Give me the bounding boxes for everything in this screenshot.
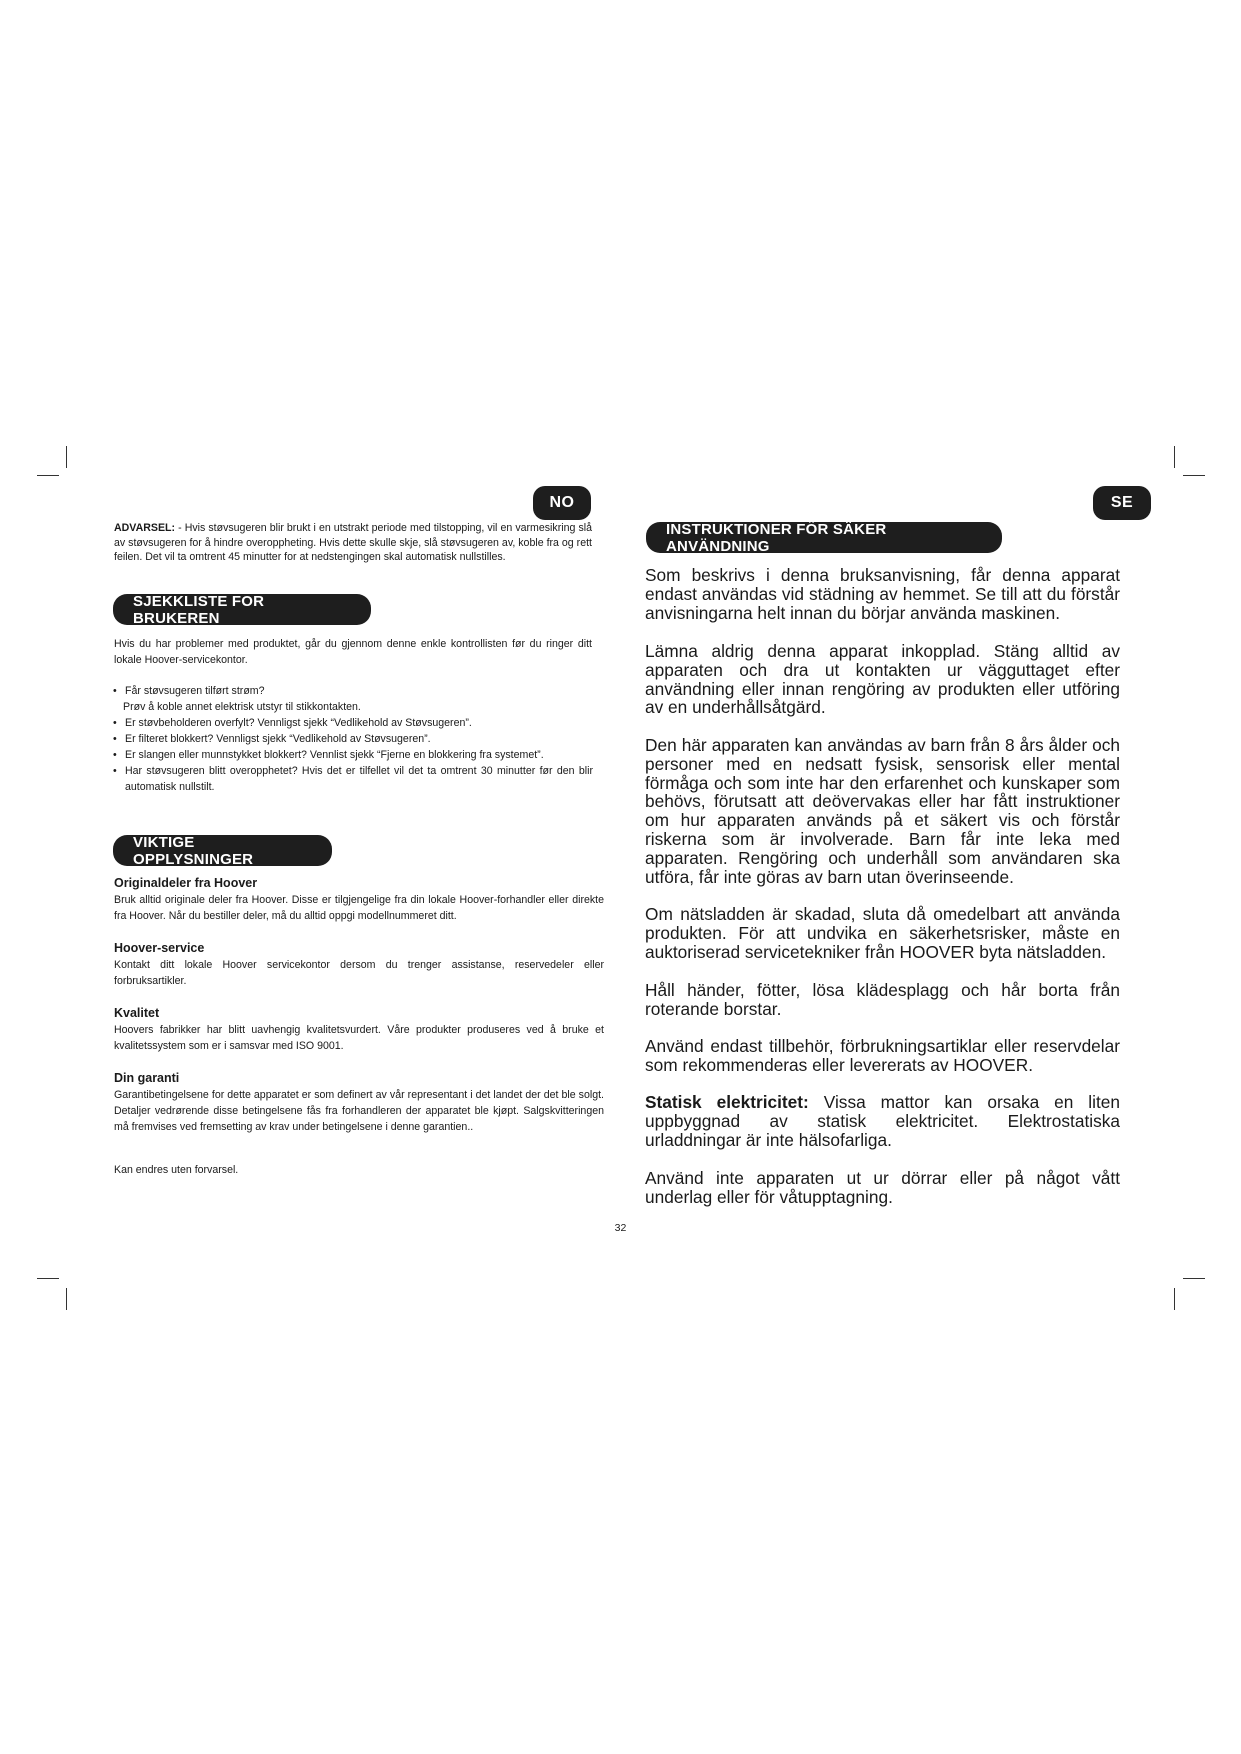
info-block-quality — [114, 1005, 604, 1054]
bullet-icon: • — [113, 765, 117, 777]
crop-mark-bottom-left-vertical — [66, 1288, 67, 1310]
safety-paragraph: Använd inte apparaten ut ur dörrar eller på något vått underlag eller för våtupptagning. — [645, 1168, 1120, 1207]
checklist-intro: Hvis du har problemer med produktet, går du gjennom denne enkle kontrollisten før du ringer ditt lokale Hoover-servicekontor. — [114, 638, 592, 666]
safety-paragraph: Som beskrivs i denna bruksanvisning, får denna apparat endast användas vid städning av hemmet. Se till att du förstår anvisningarna helt innan du börjar använda maskinen. — [645, 565, 1120, 623]
safety-paragraph: Den här apparaten kan användas av barn från 8 års ålder och personer med en nedsatt fysisk, sensorisk eller mental förmåga och som inte har den erfarenhet och kunskaper som behövs, förutsatt att deövervakas eller har fått instruktioner om hur apparaten används på et säkert vis och förstår riskerna som är involverade. Barn får inte leka med apparaten. Rengöring och underhåll som användaren ska utföra, får inte göras av barn utan överinseende. — [645, 735, 1120, 887]
warning-label: ADVARSEL: — [114, 522, 176, 534]
page-number: 32 — [614, 1222, 627, 1234]
language-badge-se: SE — [1093, 486, 1151, 520]
bullet-icon: • — [113, 685, 117, 697]
list-item: • Er slangen eller munnstykket blokkert? Vennlist sjekk “Fjerne en blokkering fra systemet”. — [113, 749, 544, 761]
list-item: • Er filteret blokkert? Vennligst sjekk “Vedlikehold av Støvsugeren”. — [113, 733, 431, 745]
section-title-checklist: SJEKKLISTE FOR BRUKEREN — [113, 594, 371, 625]
info-heading: Din garanti — [114, 1071, 180, 1085]
info-text: Bruk alltid originale deler fra Hoover. Disse er tilgjengelige fra din lokale Hoover-forhandler eller direkte fra Hoover. Når du bestiller deler, må du alltid oppgi modellnummeret ditt. — [114, 894, 604, 922]
bullet-icon: • — [113, 733, 117, 745]
crop-mark-top-right-horizontal — [1183, 475, 1205, 476]
section-title-safety: INSTRUKTIONER FÖR SÄKER ANVÄNDNING — [646, 522, 1002, 553]
info-text: Hoovers fabrikker har blitt uavhengig kvalitetsvurdert. Våre produkter produseres ved å bruke et kvalitetssystem som er i samsvar med ISO 9001. — [114, 1024, 604, 1052]
info-heading: Kvalitet — [114, 1006, 160, 1020]
list-item-note: Prøv å koble annet elektrisk utstyr til stikkontakten. — [123, 701, 361, 713]
static-electricity-paragraph — [645, 1093, 1120, 1149]
list-item: • Er støvbeholderen overfylt? Vennligst sjekk “Vedlikehold av Støvsugeren”. — [113, 717, 472, 729]
info-block-warranty — [114, 1070, 604, 1135]
safety-paragraph: Om nätsladden är skadad, sluta då omedelbart att använda produkten. För att undvika en säkerhetsrisker, måste en auktoriserad servicetekniker från HOOVER byta nätsladden. — [645, 904, 1120, 962]
safety-paragraph: Använd endast tillbehör, förbrukningsartiklar eller reservdelar som rekommenderas eller levererats av HOOVER. — [645, 1036, 1120, 1075]
info-block-service — [114, 940, 604, 989]
list-item: • Har støvsugeren blitt overopphetet? Hvis det er tilfellet vil det ta omtrent 30 minutter før den blir automatisk nullstilt. — [113, 765, 593, 793]
info-text: Garantibetingelsene for dette apparatet er som definert av vår representant i det landet der det ble solgt. Detaljer vedrørende disse betingelsene fås fra forhandleren der apparatet ble kjøpt. Salgskvitteringen må fremvises ved fremsetting av krav under betingelsene i denne garantien.. — [114, 1089, 604, 1133]
info-block-original-parts — [114, 875, 604, 924]
bullet-icon: • — [113, 749, 117, 761]
info-text: Kontakt ditt lokale Hoover servicekontor dersom du trenger assistanse, reservedeler eller forbruksartikler. — [114, 959, 604, 987]
bullet-icon: • — [113, 717, 117, 729]
static-electricity-label: Statisk elektricitet: — [645, 1092, 809, 1112]
crop-mark-top-right-vertical — [1174, 446, 1175, 468]
static-electricity-text: Vissa mattor kan orsaka en liten uppbyggnad av statisk elektricitet. Elektrostatiska urladdningar är inte hälsofarliga. — [645, 1092, 1120, 1150]
safety-paragraph: Håll händer, fötter, lösa klädesplagg och hår borta från roterande borstar. — [645, 980, 1120, 1019]
crop-mark-top-left-vertical — [66, 446, 67, 468]
footnote: Kan endres uten forvarsel. — [114, 1164, 239, 1176]
checklist — [113, 683, 593, 795]
safety-paragraph: Lämna aldrig denna apparat inkopplad. Stäng alltid av apparaten och dra ut kontakten ur vägguttaget efter användning eller innan rengöring av produkten eller utföring av en underhållsåtgärd. — [645, 641, 1120, 718]
list-item: • Får støvsugeren tilført strøm? Prøv å koble annet elektrisk utstyr til stikkontakten. — [113, 683, 593, 715]
crop-mark-bottom-right-vertical — [1174, 1288, 1175, 1310]
info-heading: Originaldeler fra Hoover — [114, 876, 258, 890]
warning-text: - Hvis støvsugeren blir brukt i en utstrakt periode med tilstopping, vil en varmesikring slå av støvsugeren for å hindre overoppheting. Hvis dette skulle skje, slå støvsugeren av, koble fra og rett feilen. Det vil ta omtrent 45 minutter for at nedstengingen skal automatisk nullstilles. — [114, 522, 592, 563]
section-title-info: VIKTIGE OPPLYSNINGER — [113, 835, 332, 866]
language-badge-no: NO — [533, 486, 591, 520]
crop-mark-top-left-horizontal — [37, 475, 59, 476]
info-heading: Hoover-service — [114, 941, 205, 955]
crop-mark-bottom-left-horizontal — [37, 1278, 59, 1279]
warning-paragraph — [114, 521, 592, 565]
crop-mark-bottom-right-horizontal — [1183, 1278, 1205, 1279]
